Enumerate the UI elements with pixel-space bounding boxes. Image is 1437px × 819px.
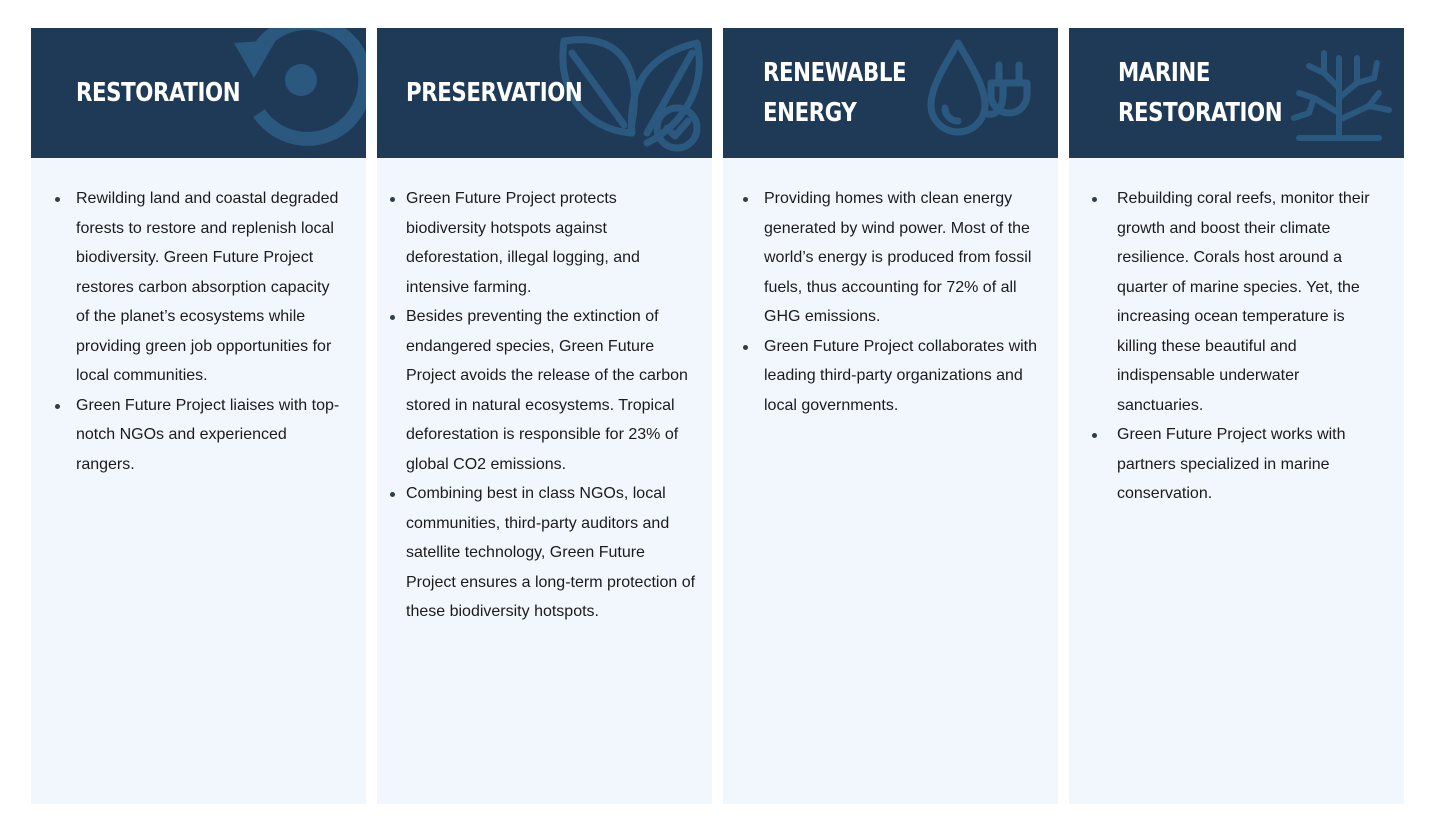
card-header (723, 28, 1058, 158)
card-preservation (377, 28, 712, 804)
list-item: Rebuilding coral reefs, monitor their growth and boost their climate resilience. Corals host around a quarter of marine species. Yet, the increasing ocean temperature is killing these beautiful and indispensable underwater sanctuaries. (1092, 184, 1386, 420)
card-content (723, 158, 1058, 420)
card-marine-restoration (1069, 28, 1404, 804)
list-item: Besides preventing the extinction of endangered species, Green Future Project avoids the release of the carbon stored in natural ecosystems. Tropical deforestation is responsible for 23% of global CO2 emissions. (390, 302, 696, 479)
drop-plug-icon (923, 33, 1043, 143)
card-content (1069, 158, 1404, 509)
card-title: PRESERVATION (406, 78, 583, 108)
card-header (377, 28, 712, 158)
list-item: Combining best in class NGOs, local communities, third-party auditors and satellite technology, Green Future Project ensures a long-term protection of these biodiversity hotspots. (390, 479, 696, 627)
list-item: Green Future Project works with partners specialized in marine conservation. (1092, 420, 1386, 509)
bullet-list (1092, 184, 1386, 509)
card-content (31, 158, 366, 479)
list-item: Rewilding land and coastal degraded forests to restore and replenish local biodiversity. Green Future Project restores carbon absorption capacity of the planet’s ecosystems while providing green job opportunities for local communities. (55, 184, 342, 391)
card-content (377, 158, 712, 627)
card-header (31, 28, 366, 158)
card-renewable-energy (723, 28, 1058, 804)
list-item: Green Future Project collaborates with leading third-party organizations and local governments. (743, 332, 1038, 421)
cards-grid (31, 28, 1404, 804)
bullet-list (55, 184, 342, 479)
list-item: Providing homes with clean energy generated by wind power. Most of the world’s energy is produced from fossil fuels, thus accounting for 72% of all GHG emissions. (743, 184, 1038, 332)
coral-icon (1279, 38, 1399, 148)
card-title: RESTORATION (76, 78, 241, 108)
card-title: MARINE RESTORATION (1118, 58, 1283, 128)
list-item: Green Future Project protects biodiversity hotspots against deforestation, illegal logging, and intensive farming. (390, 184, 696, 302)
card-header (1069, 28, 1404, 158)
card-title: RENEWABLE ENERGY (763, 58, 907, 128)
list-item: Green Future Project liaises with top-notch NGOs and experienced rangers. (55, 391, 342, 480)
bullet-list (743, 184, 1038, 420)
card-restoration (31, 28, 366, 804)
bullet-list (390, 184, 696, 627)
